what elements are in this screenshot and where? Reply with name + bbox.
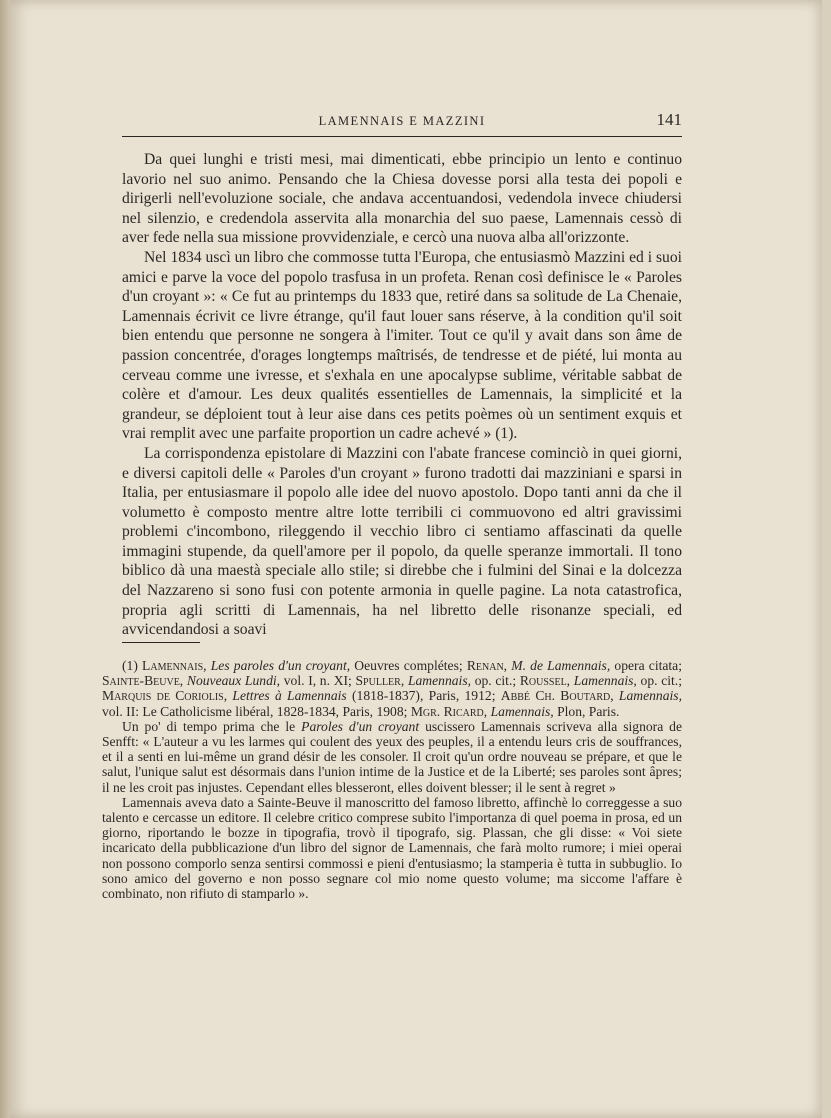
- note-segment: Lettres à Lamennais: [232, 688, 347, 704]
- note-segment: op. cit.;: [636, 673, 682, 689]
- note-segment: vol. I, n. XI;: [280, 673, 356, 689]
- note-segment: Lamennais,: [573, 673, 637, 689]
- paragraph: Nel 1834 uscì un libro che commosse tutta l'Europa, che entusiasmò Mazzini ed i suoi amici e parve la voce del popolo trasfusa in un profeta. Renan così definisce le « Paroles d'un croyant »: « Ce fut au printemps du 1833 que, retiré dans sa solitude de La Chenaie, Lamennais écrivit ce livre étrange, qu'il faut louer sans réserve, à la condition qu'il soit bien entendu que personne ne songera à l'imiter. Tout ce qu'il y avait dans son âme de passion concentrée, d'orages longtemps maîtrisés, de tendresse et de piété, lui monta au cerveau comme une ivresse, et s'exhala en une apocalypse sublime, véritable sabbat de colère et d'amour. Les deux qualités essentielles de Lamennais, la simplicité et la grandeur, se déploient tout à leur aise dans ces petits poèmes où un sentiment exquis et vrai remplit avec une parfaite proportion un cadre achevé » (1).: [122, 248, 682, 443]
- footnote-3: Lamennais aveva dato a Sainte-Beuve il manoscritto del famoso libretto, affinchè lo correggesse a suo talento e cercasse un editore. Il celebre critico comprese subito l'importanza di quel poema in prosa, ed un giorno, riportando le bozze in tipografia, trovò il tipografo, sig. Plassan, che gli disse: « Voi siete incaricato della pubblicazione d'un libro del signor de Lamennais, che farà molto rumore; i miei operai non possono comporlo senza sentirsi commossi e pieni d'entusiasmo; la stamperia è tutta in subbuglio. Io sono amico del governo e non posso segnare col mio nome questo volume; ma siccome l'affare è combinato, non rifiuto di stamparlo ».: [102, 794, 682, 902]
- note-segment: Lamennais,: [490, 703, 554, 719]
- note-segment: Lamennais,: [618, 688, 682, 704]
- note-segment: Lamennais,: [142, 658, 207, 673]
- footnotes: [102, 658, 682, 901]
- note-segment: Oeuvres complétes;: [350, 658, 467, 673]
- footnote-marker: (1): [122, 658, 138, 673]
- note-segment: Les paroles d'un croyant,: [210, 658, 351, 673]
- footnote-1-text: [102, 658, 682, 719]
- note-segment: Plon, Paris.: [553, 703, 620, 719]
- paragraph: Da quei lunghi e tristi mesi, mai dimenticati, ebbe principio un lento e continuo lavorio nel suo animo. Pensando che la Chiesa dovesse porsi alla testa dei popoli e dirigerli nell'evoluzione sociale, che andava accentuandosi, vedendola invece chiudersi nel silenzio, e credendola asservita alla monarchia del suo paese, Lamennais cessò di aver fede nella sua missione provvidenziale, e cercò una nuova alba all'orizzonte.: [122, 151, 682, 247]
- note-segment: Paroles d'un croyant: [301, 718, 420, 734]
- note-segment: Renan,: [466, 658, 508, 673]
- running-header: [122, 110, 682, 137]
- note-segment: Un po' di tempo prima che le: [122, 718, 302, 734]
- note-segment: M. de Lamennais,: [511, 658, 611, 673]
- paragraph: La corrispondenza epistolare di Mazzini con l'abate francese cominciò in quei giorni, e diversi capitoli delle « Paroles d'un croyant » furono tradotti dai mazziniani e sparsi in Italia, per entusiasmare il popolo alle idee del nuovo apostolo. Dopo tanti anni da che il volumetto è composto mentre altre lotte terribili ci commuovono ed altri gravissimi problemi c'incombono, rileggendo il vecchio libro ci sentiamo affascinati da quelle immagini stupende, da quell'amore per il popolo, da quelle speranze immortali. Il tono biblico dà una maestà speciale allo stile; si direbbe che i fulmini del Sinai e la dolcezza del Nazzareno si sono fusi con potente armonia in quelle pagine. La nota catastrofica, propria agli scritti di Lamennais, ha nel libretto delle risonanze speciali, ed avvicendandosi a soavi: [122, 444, 682, 639]
- note-segment: Spuller,: [355, 673, 405, 689]
- note-segment: Abbé Ch. Boutard,: [500, 688, 614, 704]
- note-segment: opera citata;: [610, 658, 682, 673]
- note-segment: uscissero Lamennais scriveva alla signora de Senfft: « L'auteur a vu les larmes qui coulent des yeux des peuples, il a entendu leurs cris de souffrances, et il a senti en lui-même un grand désir de les consoler. Il croit qu'un ordre nouveau se prépare, et que le salut, l'unique salut est désormais dans l'union intime de la Justice et de la Liberté; ses paroles sont âpres; il ne les croit pas injustes. Cependant elles blesseront, elles doivent blesser; il le sent à regret »: [102, 718, 682, 795]
- note-segment: Nouveaux Lundi,: [186, 673, 281, 689]
- note-segment: (1818-1837), Paris, 1912;: [346, 688, 501, 704]
- page-number: 141: [656, 110, 682, 129]
- main-text: [122, 150, 682, 640]
- note-segment: Roussel,: [519, 673, 571, 689]
- note-segment: Marquis de Coriolis,: [102, 688, 228, 704]
- footnote-divider: [122, 642, 200, 643]
- footnote-1: [102, 658, 682, 719]
- note-segment: op. cit.;: [471, 673, 520, 689]
- note-segment: Lamennais,: [407, 673, 472, 689]
- footnote-2: [102, 719, 682, 795]
- note-segment: vol. II: Le Catholicisme libéral, 1828-1834, Paris, 1908;: [102, 703, 411, 719]
- running-title: LAMENNAIS E MAZZINI: [318, 114, 486, 128]
- note-segment: Mgr. Ricard,: [410, 703, 488, 719]
- note-segment: Sainte-Beuve,: [102, 673, 184, 689]
